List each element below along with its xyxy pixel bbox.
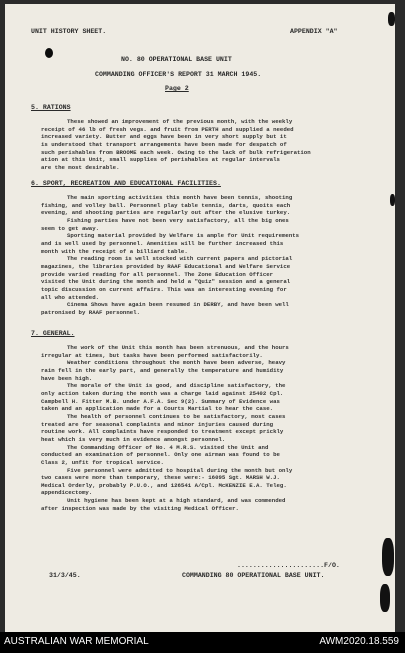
archive-caption-bar [0,632,405,653]
header-left: UNIT HISTORY SHEET. [31,28,107,35]
binding-mark [380,584,390,612]
text-line: appendicectomy. [41,489,93,497]
section-body-general [41,344,393,512]
binding-mark [388,12,395,26]
text-line: only action taken during the month was a charge laid against 25402 Cpl. [41,389,284,397]
signature-line: ......................F/O. [237,562,340,569]
text-line: magazines, the libraries provided by RAAF Educational and Welfare Service [41,262,291,270]
text-line: topic discussion on current affairs. This was an interesting evening for [41,285,287,293]
text-line: after inspection was made by the visiting Medical Officer. [41,504,239,512]
archive-institution: AUSTRALIAN WAR MEMORIAL [4,636,149,647]
report-title: COMMANDING OFFICER'S REPORT 31 MARCH 1945. [95,71,262,78]
text-line: fishing, and volley ball. Personnel play table tennis, darts, quoits each [41,201,291,209]
text-line: treated are for seasonal complaints and minor injuries caused during [41,420,274,428]
text-line: Campbell H. Fitter M.B. under A.F.A. Sec 9(2). Summary of Evidence was [41,397,280,405]
document-date: 31/3/45. [49,572,81,579]
text-line: and is well used by personnel. Amenities will be further increased this [41,239,284,247]
page-number: Page 2 [165,85,189,92]
text-line: conducted an examination of personnel. Only one airman was found to be [41,451,280,459]
text-line: The Commanding Officer of No. 4 M.R.S. visited the Unit and [67,443,269,451]
signature-title: COMMANDING 80 OPERATIONAL BASE UNIT. [182,572,325,579]
text-line: have been high. [41,374,93,382]
text-line: irregular at times, but tasks have been performed satisfactorily. [41,351,263,359]
header-right: APPENDIX "A" [290,28,338,35]
binding-mark [390,194,395,206]
punch-hole-top [45,48,53,58]
text-line: The reading room is well stocked with current papers and pictorial [67,255,293,263]
text-line: Unit hygiene has been kept at a high standard, and was commended [67,497,286,505]
text-line: is understood that transport arrangements have been made for despatch of [41,140,287,148]
text-line: routine work. All complaints have responded to treatment except prickly [41,428,284,436]
text-line: The work of the Unit this month has been strenuous, and the hours [67,344,289,351]
text-line: Weather conditions throughout the month have been adverse, heavy [67,359,286,367]
binding-mark [382,538,394,576]
section-heading-sport: 6. SPORT, RECREATION AND EDUCATIONAL FACILITIES. [31,180,221,187]
text-line: Class 2, unfit for tropical service. [41,458,164,466]
text-line: month with the receipt of a billiard table. [41,247,188,255]
text-line: heat which is very much in evidence amongst personnel. [41,435,226,443]
text-line: provide varied reading for all personnel. The Zone Education Officer [41,270,274,278]
document-page [5,4,395,632]
text-line: visited the Unit during the month and held a "Quiz" session and a general [41,278,291,286]
section-body-rations [41,118,393,172]
section-body-sport [41,194,393,317]
text-line: receipt of 46 lb of fresh vegs. and fruit from PERTH and supplied a needed [41,125,294,133]
text-line: The main sporting activities this month have been tennis, shooting [67,194,293,201]
text-line: patronised by RAAF personnel. [41,308,140,316]
unit-title: NO. 80 OPERATIONAL BASE UNIT [121,56,232,63]
text-line: taken and an application made for a Courts Martial to hear the case. [41,405,274,413]
text-line: Cinema Shows have again been resumed in DERBY, and have been well [67,301,289,309]
text-line: are the most desirable. [41,163,120,171]
text-line: Sporting material provided by Welfare is ample for Unit requirements [67,232,300,240]
text-line: seem to get away. [41,224,100,232]
section-heading-rations: 5. RATIONS [31,104,71,111]
text-line: The health of personnel continues to be satisfactory, most cases [67,412,286,420]
text-line: The morale of the Unit is good, and discipline satisfactory, the [67,382,286,390]
section-heading-general: 7. GENERAL. [31,330,75,337]
text-line: ation at this Unit, small supplies of perishables at regular intervals [41,156,280,164]
archive-reference: AWM2020.18.559 [319,636,399,647]
text-line: These showed an improvement of the previous month, with the weekly [67,118,293,125]
text-line: such perishables from BROOME each week. Owing to the lack of bulk refrigeration [41,148,311,156]
text-line: Fishing parties have not been very satisfactory, all the big ones [67,216,289,224]
text-line: Medical Orderly, probably P.U.O., and 126541 A/Cpl. McKENZIE E.A. Teleg. [41,481,287,489]
text-line: Five personnel were admitted to hospital during the month but only [67,466,293,474]
text-line: rain fell in the early part, and generally the temperature and humidity [41,366,284,374]
text-line: all who attended. [41,293,100,301]
text-line: increased variety. Butter and eggs have been in very short supply but it [41,133,287,141]
text-line: evening, and shooting parties are regularly out after the elusive turkey. [41,209,291,217]
text-line: two cases were more than temporary, these were:- 16095 Sgt. MARSH W.J. [41,474,280,482]
